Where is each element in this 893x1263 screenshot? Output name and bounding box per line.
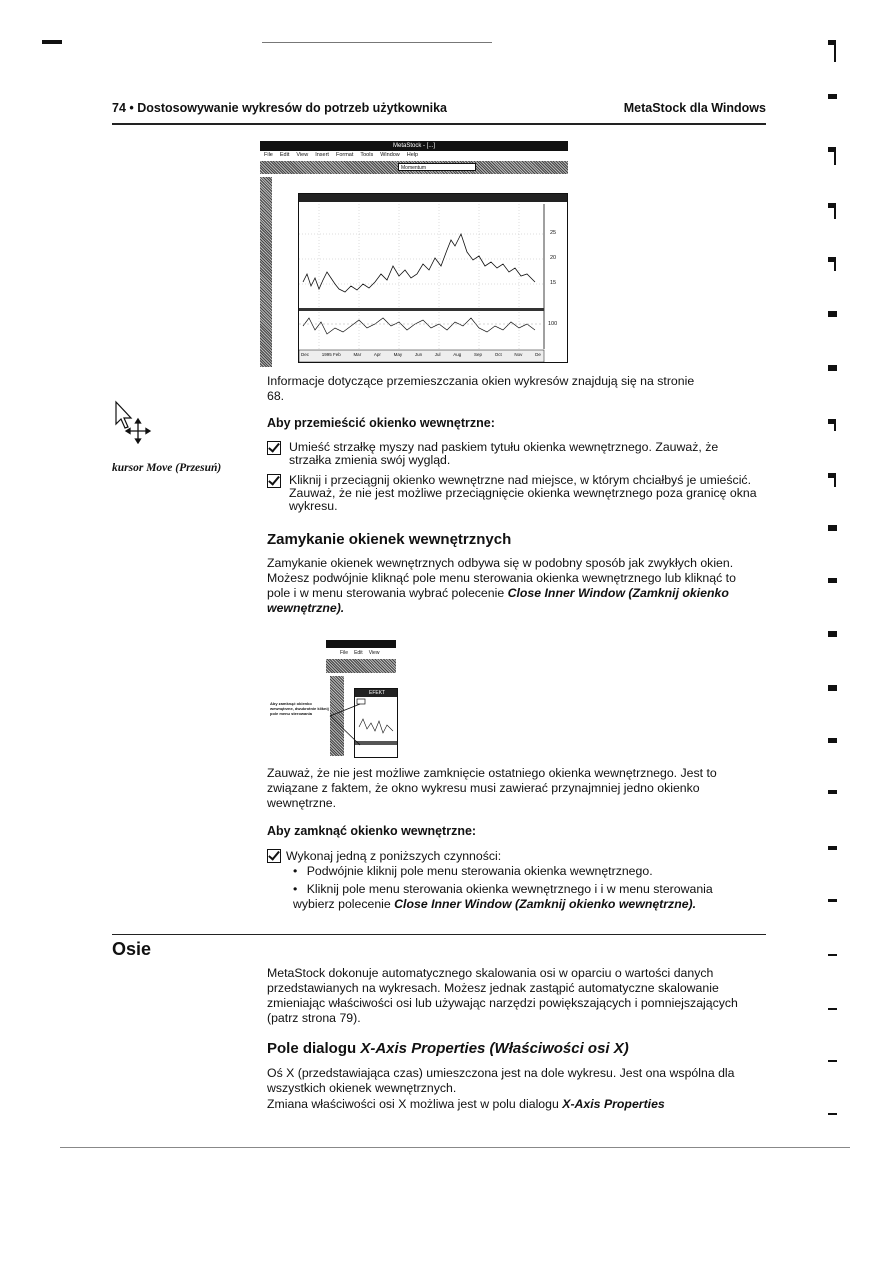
close-ss-menu [326, 649, 396, 657]
x-axis-paragraph: Oś X (przedstawiająca czas) umieszczona jest na dole wykresu. Jest ona wspólna dla wszystkich okienek wewnętrznych. [267, 1066, 735, 1095]
x-tick: May [393, 352, 403, 357]
menu-file[interactable]: File [264, 152, 273, 158]
close-section-title: Zamykanie okienek wewnętrznych [267, 531, 512, 548]
move-heading: Aby przemieścić okienko wewnętrzne: [267, 416, 495, 430]
indicator-combo-value: Momentum [401, 165, 427, 171]
cursor-caption: kursor Move (Przesuń) [112, 462, 222, 474]
close-ss-titlebar [326, 640, 396, 648]
move-cursor-icon [112, 400, 152, 444]
close-bullet-1 [293, 864, 753, 879]
x-tick: Sep [473, 352, 482, 357]
close-ss-window-title: EFEKT [355, 689, 397, 697]
section-rule [112, 934, 766, 935]
callout-text: Aby zamknąć okienko wewnętrzne, dwukrotnie kliknij pole menu sterowania [270, 701, 329, 716]
y-tick-20: 20 [550, 255, 557, 261]
intro-paragraph: Informacje dotyczące przemieszczania okien wykresów znajdują się na stronie 68. [267, 374, 695, 403]
callout-lines [320, 700, 370, 750]
top-rule [262, 42, 492, 43]
app-title: MetaStock - [...] [392, 143, 435, 149]
y-tick-25: 25 [550, 230, 557, 236]
left-toolbar [260, 177, 272, 367]
x-tick: Nov [514, 352, 523, 357]
app-titlebar [260, 141, 568, 151]
x-tick: 1995 Feb [321, 352, 341, 357]
x-tick: Dec [301, 352, 310, 357]
x-axis-subtitle [267, 1040, 629, 1057]
menu-view[interactable]: View [296, 152, 309, 158]
last-window-note: Zauważ, że nie jest możliwe zamknięcie ostatniego okienka wewnętrznego. Jest to związane z faktem, że okno wykresu musi zawierać przynajmniej jedno okienko wewnętrzne. [267, 766, 717, 810]
close-step-text: Wykonaj jedną z poniższych czynności: [286, 849, 502, 863]
checkbox-icon [267, 441, 281, 455]
close-paragraph [267, 556, 747, 616]
menu-window[interactable]: Window [380, 152, 400, 158]
close-paragraph-text: Zamykanie okienek wewnętrznych odbywa się w podobny sposób jak zwykłych okien. Możesz podwójnie kliknąć pole menu sterowania okienka wewnętrznego lub kliknąć to pole i w menu sterowania wybrać polecenie [267, 556, 736, 600]
metastock-screenshot [260, 141, 568, 367]
close-ss-menu-file[interactable]: File [340, 650, 349, 656]
menu-tools[interactable]: Tools [360, 152, 374, 158]
move-step-1-text: Umieść strzałkę myszy nad paskiem tytułu okienka wewnętrznego. Zauważ, że strzałka zmienia swój wygląd. [289, 440, 719, 467]
move-step-2 [267, 474, 762, 513]
running-header-left: 74 • Dostosowywanie wykresów do potrzeb użytkownika [112, 101, 448, 115]
x-tick: Mar [353, 352, 362, 357]
menu-help[interactable]: Help [406, 152, 419, 158]
x-tick: Oct [494, 352, 502, 357]
running-header-right: MetaStock dla Windows [623, 101, 766, 115]
close-bullet-2-command: Close Inner Window (Zamknij okienko wewnętrzne). [394, 897, 697, 911]
indicator-tick-100: 100 [548, 321, 558, 327]
axes-section-title: Osie [112, 939, 152, 959]
indicator-combo[interactable] [398, 163, 476, 171]
menu-format[interactable]: Format [335, 152, 354, 158]
x-axis-labels [301, 352, 541, 357]
move-step-1 [267, 441, 762, 467]
menu-bar [260, 151, 568, 160]
close-bullet-1-text: Podwójnie kliknij pole menu sterowania okienka wewnętrznego. [306, 864, 653, 878]
x-axis-paragraph-2-text: Zmiana właściwości osi X możliwa jest w polu dialogu [267, 1097, 563, 1111]
x-axis-dialog-name: X-Axis Properties [562, 1097, 665, 1111]
close-ss-menu-view[interactable]: View [368, 650, 380, 656]
close-ss-menu-edit[interactable]: Edit [354, 650, 363, 656]
indicator-series [303, 318, 535, 334]
move-step-2-text: Kliknij i przeciągnij okienko wewnętrzne nad miejsce, w którym chciałbyś je umieścić. Zauważ, że nie jest możliwe przeciągnięcie okienka wewnętrznego poza granicę okna wykresu. [289, 473, 757, 513]
header-rule [112, 123, 766, 125]
chart-svg [299, 194, 567, 362]
close-bullet-2-text: Kliknij pole menu sterowania okienka wewnętrznego i i w menu sterowania wybierz polecenie [293, 882, 713, 911]
x-axis-subtitle-text: Pole dialogu [267, 1040, 361, 1057]
close-heading: Aby zamknąć okienko wewnętrzne: [267, 824, 477, 838]
menu-insert[interactable]: Insert [315, 152, 329, 158]
x-tick: Aug [453, 352, 462, 357]
close-ss-toolbar [326, 659, 396, 673]
menu-edit[interactable]: Edit [279, 152, 290, 158]
scan-mark [42, 40, 62, 44]
close-step [267, 849, 762, 864]
y-tick-15: 15 [550, 280, 557, 286]
checkbox-icon [267, 474, 281, 488]
close-bullet-2 [293, 882, 753, 912]
x-axis-paragraph-2 [267, 1097, 767, 1112]
price-series [303, 234, 535, 292]
checkbox-icon [267, 849, 281, 863]
axes-paragraph: MetaStock dokonuje automatycznego skalowania osi w oparciu o wartości danych przedstawianych na wykresach. Możesz jednak zastąpić automatyczne skalowanie zmieniając właściwości osi lub używając narzędzi powiększających i pomniejszających (patrz strona 79). [267, 966, 738, 1025]
chart-window [298, 193, 568, 363]
x-axis-subtitle-em: X-Axis Properties (Właściwości osi X) [360, 1040, 629, 1057]
x-tick: Apr [373, 352, 381, 357]
bottom-rule [60, 1147, 850, 1148]
x-tick: Jun [414, 352, 423, 357]
close-command: Close Inner Window (Zamknij okienko wewnętrzne). [267, 586, 729, 615]
x-tick: Jul [434, 352, 441, 357]
x-tick: De [535, 352, 541, 357]
